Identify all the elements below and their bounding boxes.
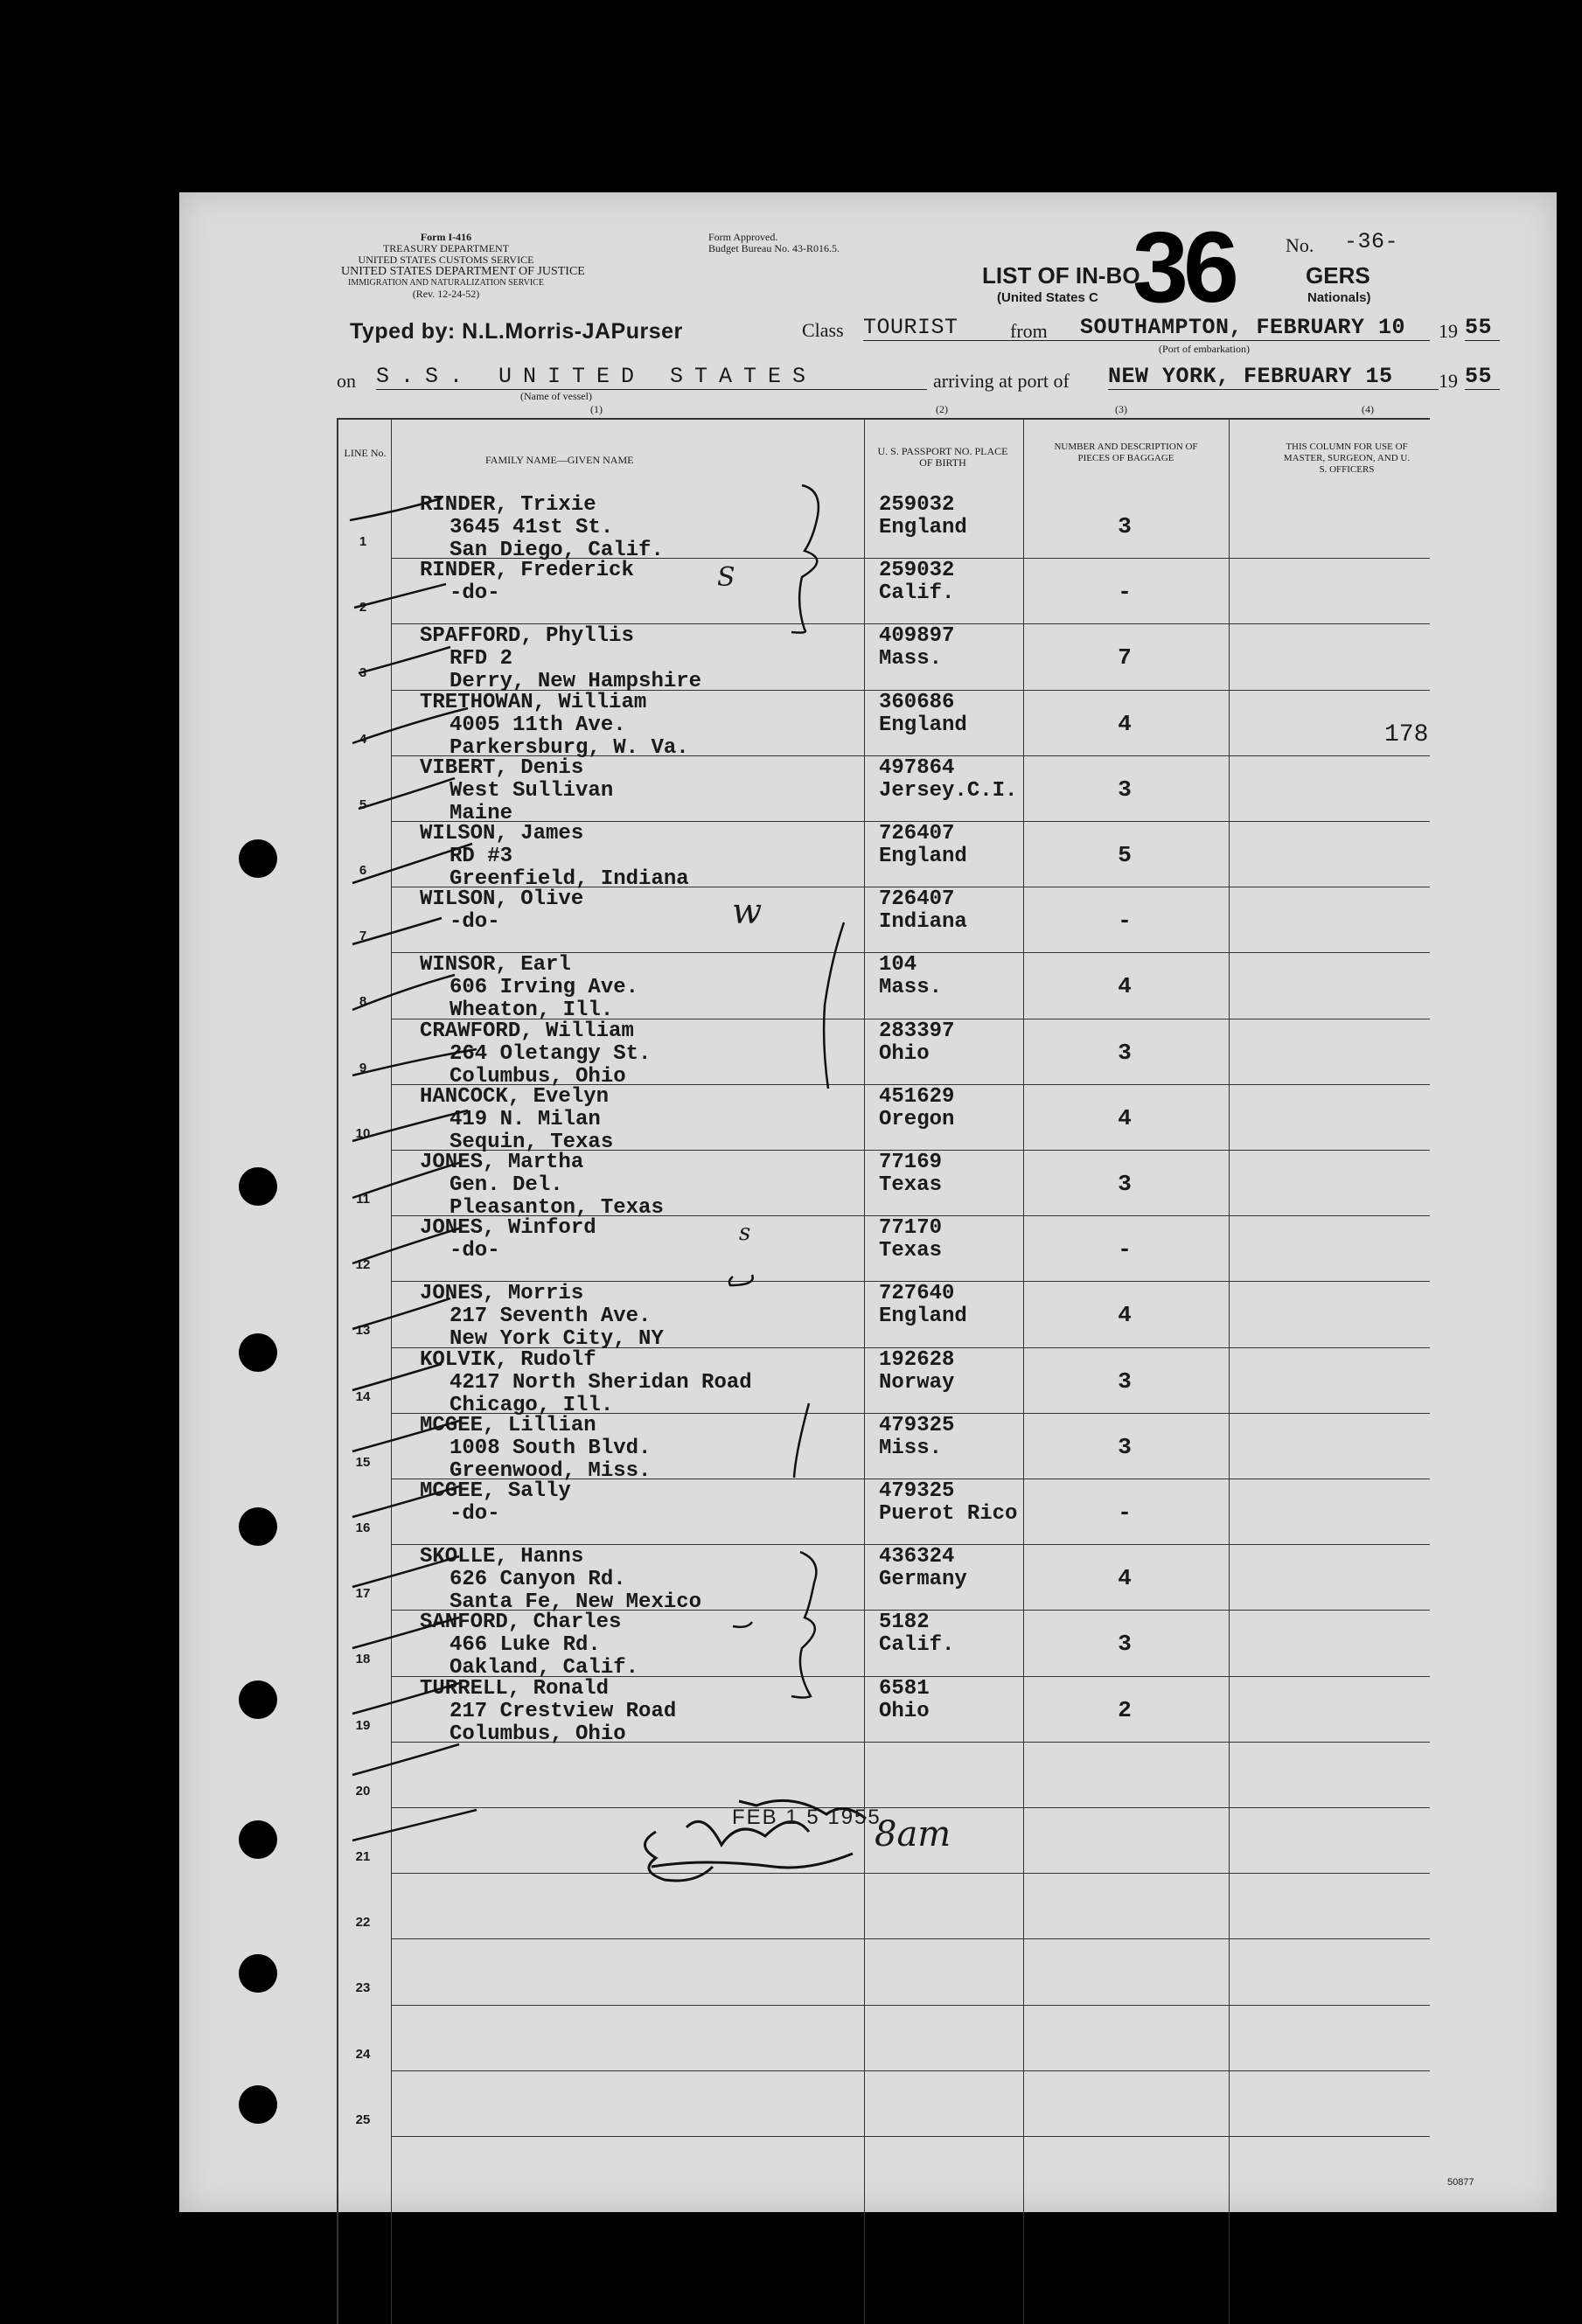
- line-number: 7: [359, 929, 367, 944]
- place-of-birth: Jersey.C.I.: [879, 778, 1018, 803]
- passenger-address: 217 Crestview Road: [450, 1699, 677, 1723]
- passport-number: 479325: [879, 1479, 955, 1503]
- place-of-birth: Mass.: [879, 647, 943, 671]
- passport-number: 259032: [879, 559, 955, 583]
- line-number: 20: [355, 1783, 371, 1799]
- passenger-name: CRAWFORD, William: [420, 1019, 634, 1043]
- line-number: 21: [355, 1849, 371, 1864]
- passenger-name: JONES, Winford: [420, 1216, 596, 1241]
- place-of-birth: Mass.: [879, 976, 943, 1000]
- line-number: 2: [359, 600, 367, 616]
- passenger-address: Chicago, Ill.: [450, 1393, 614, 1417]
- baggage-count: 3: [1118, 1171, 1132, 1197]
- handwritten-time: 8am: [875, 1814, 951, 1854]
- place-of-birth: Texas: [879, 1239, 943, 1263]
- header-line-no: LINE No.: [344, 447, 387, 459]
- baggage-count: 3: [1118, 1433, 1132, 1460]
- baggage-count: 4: [1118, 1302, 1132, 1329]
- passenger-name: RINDER, Frederick: [420, 559, 634, 583]
- from-value: SOUTHAMPTON, FEBRUARY 10: [1080, 315, 1430, 341]
- place-of-birth: Ohio: [879, 1699, 930, 1723]
- vessel-label: (Name of vessel): [520, 390, 592, 402]
- row1-annotation-s: S: [717, 562, 735, 593]
- place-of-birth: Ohio: [879, 1041, 930, 1066]
- immigration-service: IMMIGRATION AND NATURALIZATION SERVICE: [348, 278, 544, 288]
- col4-number: (4): [1362, 403, 1374, 415]
- passenger-address: Greenfield, Indiana: [450, 867, 689, 891]
- baggage-count: 3: [1118, 776, 1132, 803]
- line-number: 18: [355, 1652, 371, 1667]
- passenger-name: WILSON, Olive: [420, 887, 584, 912]
- line-number: 10: [355, 1125, 371, 1141]
- arriving-label: arriving at port of: [933, 370, 1070, 392]
- passenger-address: Columbus, Ohio: [450, 1064, 626, 1089]
- place-of-birth: Indiana: [879, 910, 967, 935]
- passenger-address: Parkersburg, W. Va.: [450, 735, 689, 760]
- passport-number: 451629: [879, 1084, 955, 1109]
- col2-number: (2): [936, 403, 948, 415]
- from-year-prefix: 19: [1439, 320, 1458, 342]
- passport-number: 726407: [879, 887, 955, 912]
- col1-number: (1): [590, 403, 603, 415]
- baggage-count: 3: [1118, 1367, 1132, 1395]
- baggage-count: 4: [1118, 710, 1132, 737]
- place-of-birth: England: [879, 845, 967, 868]
- passport-number: 726407: [879, 822, 955, 845]
- passport-number: 192628: [879, 1347, 955, 1372]
- row12-annotation-s: s: [739, 1220, 751, 1246]
- passenger-address: New York City, NY: [450, 1327, 664, 1352]
- passenger-address: Sequin, Texas: [450, 1130, 614, 1154]
- passenger-address: 466 Luke Rd.: [450, 1633, 601, 1658]
- passenger-address: RFD 2: [450, 647, 513, 671]
- baggage-count: 7: [1118, 644, 1132, 671]
- col3-number: (3): [1115, 403, 1127, 415]
- header-officers: THIS COLUMN FOR USE OF MASTER, SURGEON, AND U. S. OFFICERS: [1283, 442, 1411, 475]
- list-subtitle-right: Nationals): [1307, 290, 1371, 305]
- list-title-left: LIST OF IN-BO: [982, 262, 1140, 289]
- passenger-name: TURRELL, Ronald: [420, 1676, 610, 1701]
- line-number: 22: [355, 1915, 371, 1931]
- passenger-address: 606 Irving Ave.: [450, 976, 639, 1000]
- passenger-address: 1008 South Blvd.: [450, 1436, 652, 1460]
- passenger-address: 3645 41st St.: [450, 516, 614, 539]
- arrival-year-prefix: 19: [1439, 370, 1458, 392]
- place-of-birth: Puerot Rico: [879, 1502, 1018, 1526]
- passenger-name: TRETHOWAN, William: [420, 690, 647, 714]
- passenger-address: San Diego, Calif.: [450, 539, 664, 562]
- place-of-birth: Norway: [879, 1370, 955, 1395]
- passenger-address: -do-: [450, 910, 500, 935]
- baggage-count: 3: [1118, 1631, 1132, 1658]
- baggage-count: 4: [1118, 1104, 1132, 1131]
- arrival-year: 55: [1465, 364, 1500, 390]
- baggage-count: -: [1118, 908, 1132, 935]
- line-number: 23: [355, 1980, 371, 1996]
- line-number: 1: [359, 534, 367, 549]
- passport-number: 479325: [879, 1413, 955, 1437]
- place-of-birth: Calif.: [879, 581, 955, 606]
- line-number: 11: [356, 1192, 370, 1207]
- form-number: Form I-416: [420, 231, 472, 243]
- passenger-address: West Sullivan: [450, 778, 614, 803]
- passenger-name: HANCOCK, Evelyn: [420, 1084, 610, 1109]
- passenger-address: Gen. Del.: [450, 1173, 563, 1197]
- row6-annotation-w: w: [732, 892, 763, 932]
- passenger-name: JONES, Martha: [420, 1151, 584, 1174]
- passport-number: 259032: [879, 493, 955, 517]
- line-number: 9: [359, 1060, 367, 1075]
- passenger-address: -do-: [450, 1502, 500, 1526]
- date-stamp: FEB 1 5 1955: [732, 1806, 882, 1829]
- list-subtitle-left: (United States C: [997, 290, 1098, 305]
- typed-by: Typed by: N.L.Morris-JAPurser: [350, 319, 683, 344]
- passenger-name: VIBERT, Denis: [420, 755, 584, 780]
- baggage-count: -: [1118, 579, 1132, 606]
- passenger-address: Greenwood, Miss.: [450, 1458, 652, 1483]
- place-of-birth: Oregon: [879, 1107, 955, 1131]
- list-stamp-number: 36: [1132, 212, 1234, 324]
- passport-number: 436324: [879, 1545, 955, 1569]
- line-number: 14: [355, 1388, 371, 1404]
- passenger-address: Santa Fe, New Mexico: [450, 1590, 702, 1615]
- baggage-count: -: [1118, 1499, 1132, 1526]
- line-number: 5: [359, 797, 367, 812]
- passenger-address: Derry, New Hampshire: [450, 670, 702, 694]
- baggage-count: -: [1118, 1236, 1132, 1263]
- line-number: 12: [355, 1257, 371, 1273]
- footer-code: 50877: [1447, 2177, 1474, 2188]
- passport-number: 497864: [879, 755, 955, 780]
- passport-number: 5182: [879, 1611, 930, 1635]
- place-of-birth: Texas: [879, 1173, 943, 1197]
- baggage-count: 5: [1118, 842, 1132, 868]
- baggage-count: 2: [1118, 1696, 1132, 1723]
- passenger-address: 4217 North Sheridan Road: [450, 1370, 752, 1395]
- class-value: TOURIST: [863, 315, 1152, 341]
- vessel-name: S.S. UNITED STATES: [376, 364, 927, 390]
- passenger-address: Columbus, Ohio: [450, 1722, 626, 1746]
- line-number: 8: [359, 994, 367, 1010]
- list-no-label: No.: [1286, 234, 1314, 256]
- passenger-name: WINSOR, Earl: [420, 953, 571, 978]
- list-title-right: GERS: [1306, 262, 1370, 289]
- form-revision: (Rev. 12-24-52): [412, 288, 480, 300]
- baggage-count: 3: [1118, 1039, 1132, 1066]
- passenger-address: 419 N. Milan: [450, 1107, 601, 1131]
- place-of-birth: Miss.: [879, 1436, 943, 1460]
- officer-note: 178: [1384, 721, 1429, 748]
- class-label: Class: [802, 319, 844, 341]
- passport-number: 77170: [879, 1216, 943, 1241]
- passenger-name: JONES, Morris: [420, 1282, 584, 1306]
- customs-service: UNITED STATES CUSTOMS SERVICE: [358, 254, 534, 266]
- passenger-address: 626 Canyon Rd.: [450, 1568, 626, 1592]
- passenger-address: 264 Oletangy St.: [450, 1041, 652, 1066]
- passport-number: 77169: [879, 1151, 943, 1174]
- passenger-address: Pleasanton, Texas: [450, 1196, 664, 1220]
- port-embarkation-label: (Port of embarkation): [1159, 343, 1250, 355]
- line-number: 13: [355, 1323, 371, 1339]
- passenger-address: Maine: [450, 801, 513, 825]
- line-number: 17: [355, 1586, 371, 1602]
- passenger-name: MCGEE, Lillian: [420, 1413, 596, 1437]
- passenger-name: SANFORD, Charles: [420, 1611, 622, 1635]
- justice-dept: UNITED STATES DEPARTMENT OF JUSTICE: [341, 265, 585, 278]
- place-of-birth: Calif.: [879, 1633, 955, 1658]
- line-number: 19: [355, 1717, 371, 1733]
- passenger-name: WILSON, James: [420, 822, 584, 845]
- baggage-count: 4: [1118, 1565, 1132, 1592]
- arrival-port: NEW YORK, FEBRUARY 15: [1108, 364, 1439, 390]
- passport-number: 360686: [879, 690, 955, 714]
- place-of-birth: Germany: [879, 1568, 967, 1592]
- line-number: 3: [359, 665, 367, 681]
- on-label: on: [337, 370, 356, 392]
- form-approved: Form Approved.: [708, 231, 778, 243]
- line-number: 4: [359, 731, 367, 747]
- baggage-count: 4: [1118, 973, 1132, 1000]
- passenger-address: 217 Seventh Ave.: [450, 1305, 652, 1329]
- line-number: 24: [355, 2046, 371, 2062]
- passport-number: 6581: [879, 1676, 930, 1701]
- line-number: 25: [355, 2112, 371, 2127]
- passenger-address: Oakland, Calif.: [450, 1656, 639, 1680]
- passenger-name: SKOLLE, Hanns: [420, 1545, 584, 1569]
- from-year: 55: [1465, 315, 1500, 341]
- treasury-dept: TREASURY DEPARTMENT: [382, 242, 510, 254]
- header-baggage: NUMBER AND DESCRIPTION OF PIECES OF BAGGAGE: [1054, 442, 1198, 463]
- line-number: 15: [355, 1454, 371, 1470]
- passenger-address: RD #3: [450, 845, 513, 868]
- line-number: 6: [359, 863, 367, 878]
- passenger-address: -do-: [450, 1239, 500, 1263]
- passenger-name: RINDER, Trixie: [420, 493, 596, 517]
- passport-number: 727640: [879, 1282, 955, 1306]
- passenger-name: KOLVIK, Rudolf: [420, 1347, 596, 1372]
- place-of-birth: England: [879, 516, 967, 539]
- passenger-address: 4005 11th Ave.: [450, 713, 626, 737]
- passenger-name: SPAFFORD, Phyllis: [420, 624, 634, 649]
- budget-number: Budget Bureau No. 43-R016.5.: [708, 242, 840, 254]
- handwritten-marks: [179, 192, 1557, 2212]
- passport-number: 104: [879, 953, 917, 978]
- manifest-page: [179, 192, 1557, 2212]
- place-of-birth: England: [879, 1305, 967, 1329]
- list-no-value: -36-: [1344, 229, 1399, 254]
- header-name: FAMILY NAME—GIVEN NAME: [485, 454, 634, 466]
- passport-number: 409897: [879, 624, 955, 649]
- passenger-address: -do-: [450, 581, 500, 606]
- line-number: 16: [355, 1520, 371, 1535]
- passport-number: 283397: [879, 1019, 955, 1043]
- header-passport: U. S. PASSPORT NO. PLACE OF BIRTH: [877, 445, 1008, 469]
- from-label: from: [1010, 320, 1048, 342]
- passenger-address: Wheaton, Ill.: [450, 998, 614, 1023]
- passenger-name: MCGEE, Sally: [420, 1479, 571, 1503]
- baggage-count: 3: [1118, 513, 1132, 539]
- place-of-birth: England: [879, 713, 967, 737]
